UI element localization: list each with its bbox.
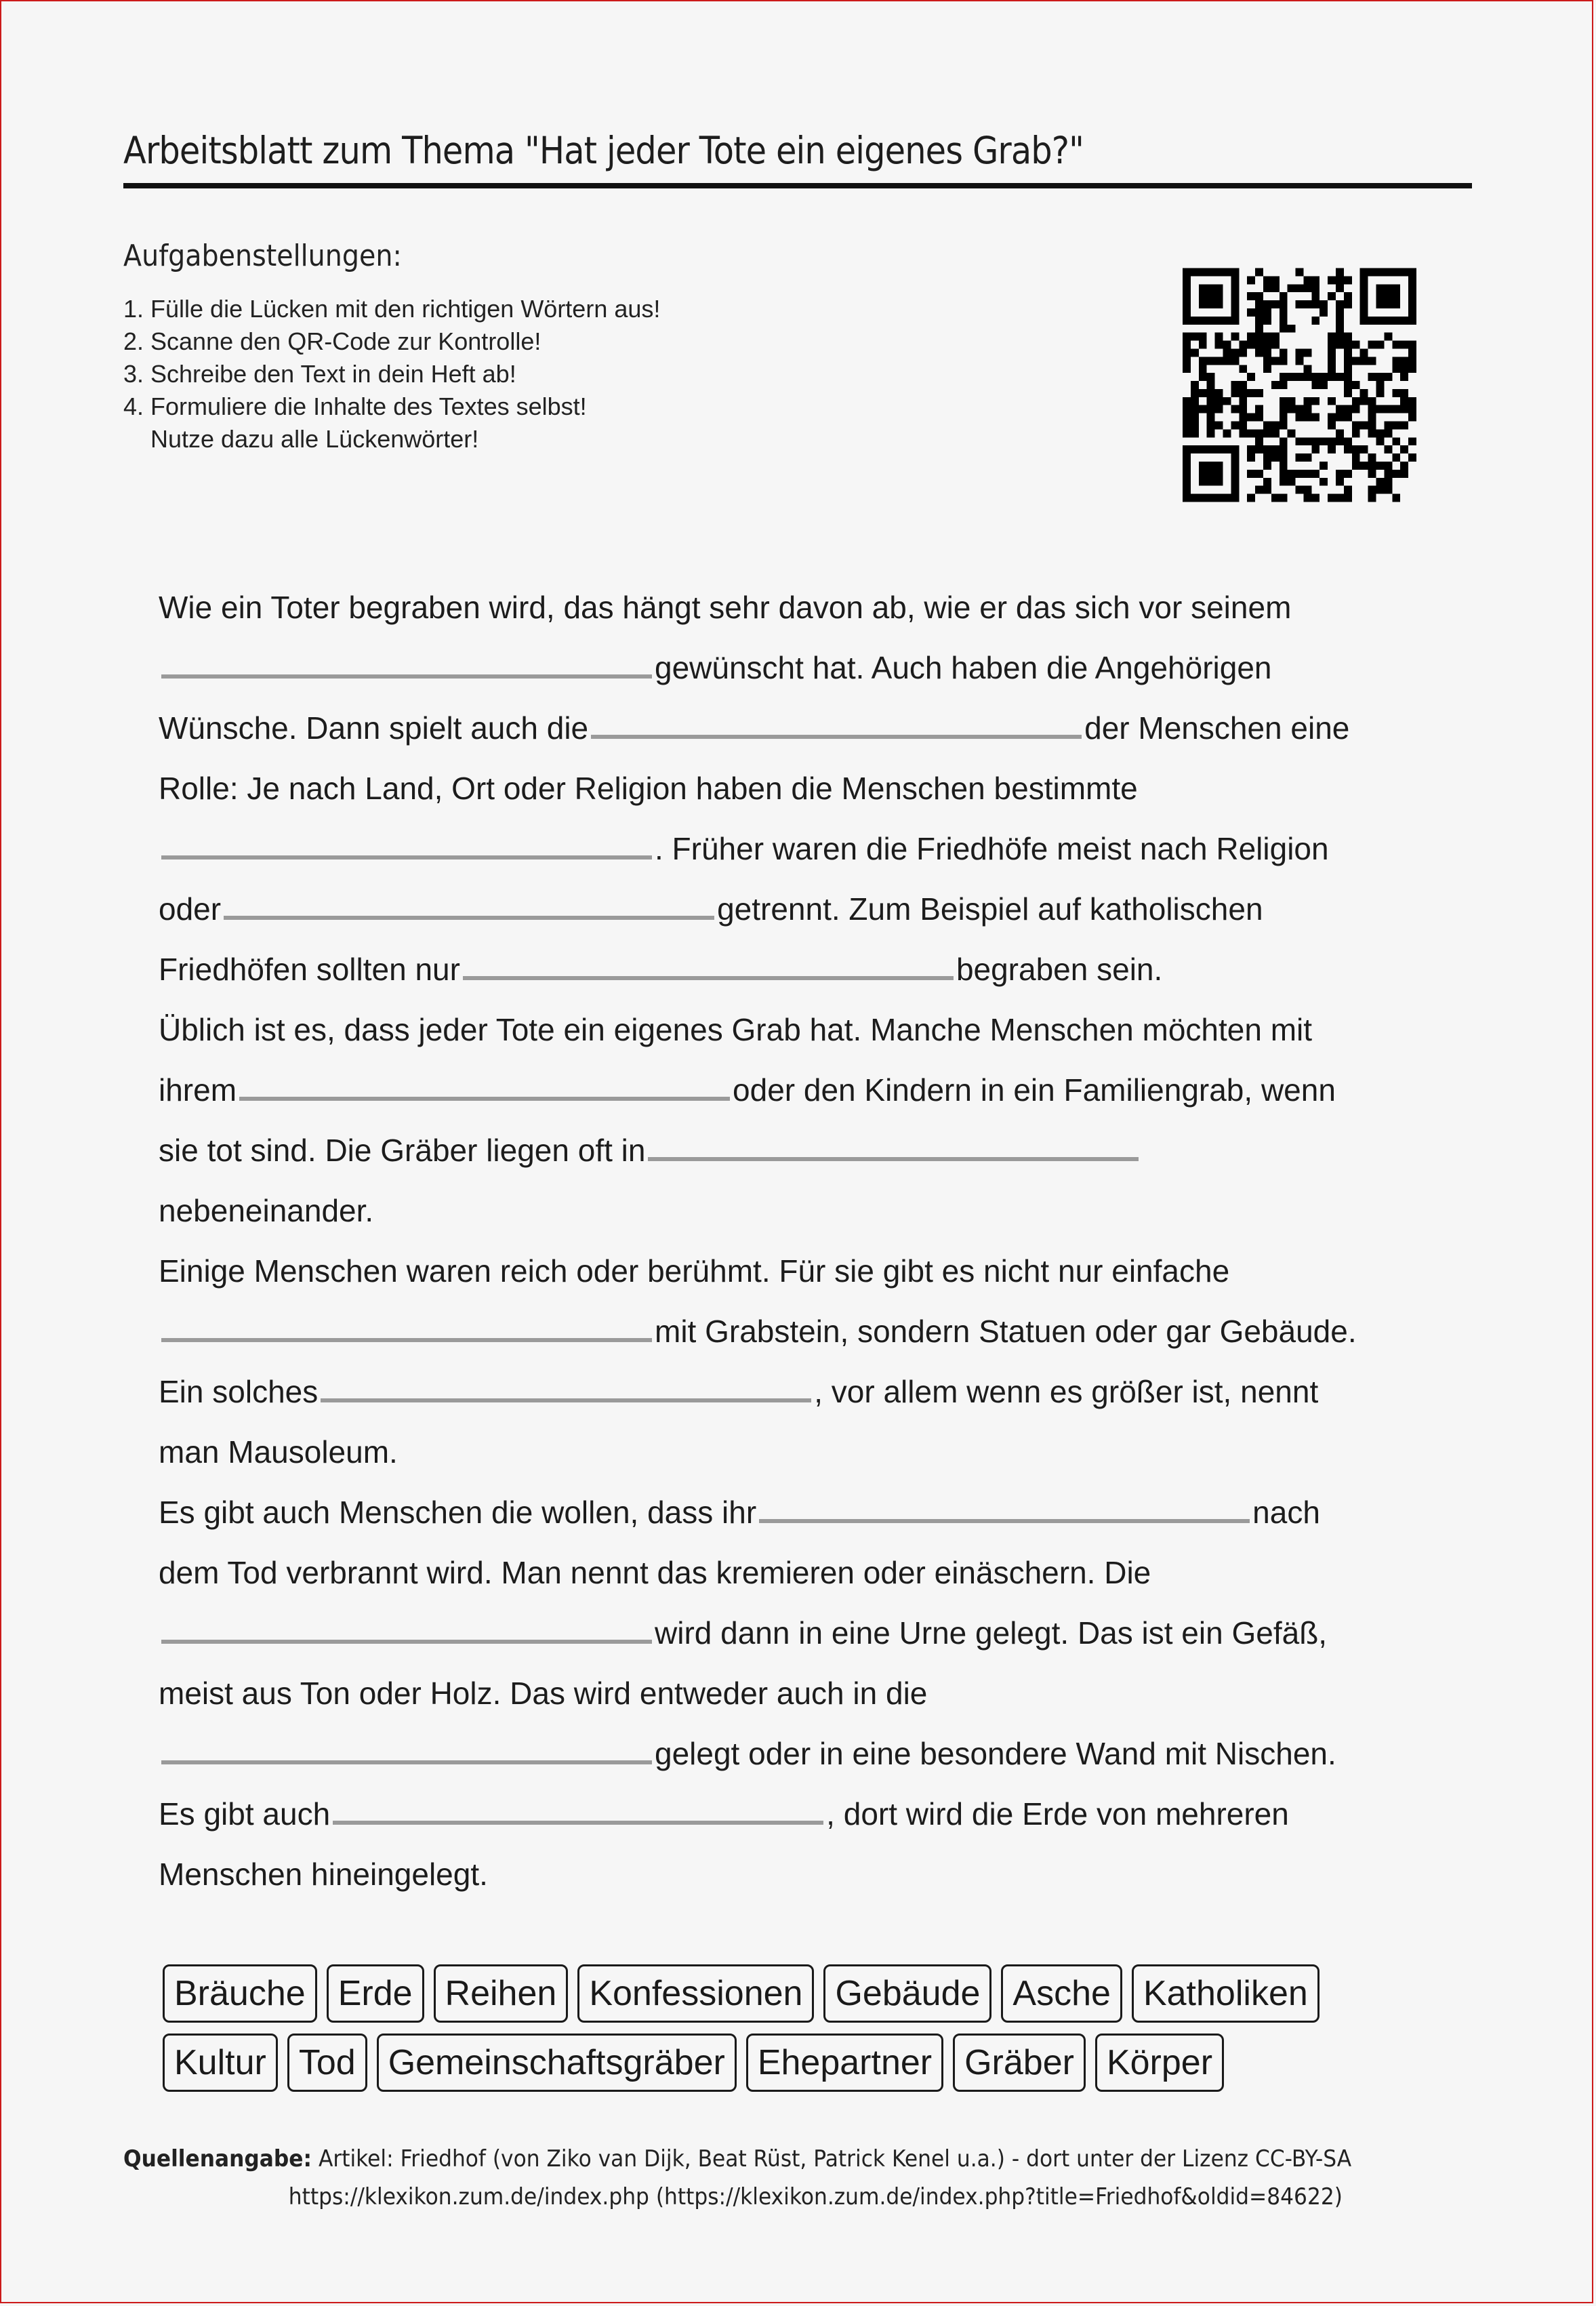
text-line — [159, 1784, 1487, 1844]
text-line — [159, 879, 1487, 939]
text-segment: Menschen hineingelegt. — [159, 1857, 488, 1892]
text-line — [159, 1181, 1487, 1241]
task-list — [123, 293, 660, 456]
task-item: 3. Schreibe den Text in dein Heft ab! — [123, 360, 516, 388]
text-segment: gewünscht hat. Auch haben die Angehörigen — [655, 650, 1272, 685]
blank-field[interactable] — [321, 1378, 811, 1402]
word-chip[interactable]: Körper — [1095, 2034, 1224, 2092]
word-chip[interactable]: Kultur — [163, 2034, 278, 2092]
blank-field[interactable] — [759, 1499, 1250, 1523]
blank-field[interactable] — [161, 835, 652, 859]
tasks-heading: Aufgabenstellungen: — [123, 239, 402, 273]
text-segment: nebeneinander. — [159, 1193, 374, 1228]
text-line — [159, 1000, 1487, 1060]
text-segment: wird dann in eine Urne gelegt. Das ist ein Gefäß, — [655, 1615, 1328, 1651]
text-line — [159, 1482, 1487, 1543]
text-segment: Einige Menschen waren reich oder berühmt. Für sie gibt es nicht nur einfache — [159, 1253, 1230, 1289]
blank-field[interactable] — [161, 1318, 652, 1342]
text-segment: , vor allem wenn es größer ist, nennt — [814, 1374, 1319, 1409]
text-segment: nach — [1252, 1495, 1320, 1530]
word-chip[interactable]: Asche — [1001, 1964, 1122, 2023]
blank-field[interactable] — [591, 714, 1082, 739]
text-line — [159, 698, 1487, 758]
text-segment: getrennt. Zum Beispiel auf katholischen — [717, 891, 1263, 927]
text-segment: Ein solches — [159, 1374, 319, 1409]
blank-field[interactable] — [161, 1740, 652, 1764]
source-url[interactable]: https://klexikon.zum.de/index.php (https://klexikon.zum.de/index.php?title=Friedhof&oldid=84622) — [288, 2183, 1343, 2210]
word-chip[interactable]: Tod — [287, 2034, 367, 2092]
word-chip[interactable]: Gräber — [953, 2034, 1086, 2092]
word-chip[interactable]: Bräuche — [163, 1964, 317, 2023]
word-bank-row — [163, 2034, 1450, 2103]
text-segment: , dort wird die Erde von mehreren — [826, 1796, 1289, 1832]
text-line — [159, 1362, 1487, 1422]
text-segment: Es gibt auch — [159, 1796, 331, 1832]
title-underline — [123, 183, 1472, 188]
text-segment: gelegt oder in eine besondere Wand mit Nischen. — [655, 1736, 1336, 1771]
text-line — [159, 1301, 1487, 1362]
text-line — [159, 1060, 1487, 1120]
text-line — [159, 1724, 1487, 1784]
word-chip[interactable]: Gemeinschaftsgräber — [377, 2034, 737, 2092]
source-label: Quellenangabe: — [123, 2145, 312, 2172]
task-item: 2. Scanne den QR-Code zur Kontrolle! — [123, 327, 541, 355]
source-text: Artikel: Friedhof (von Ziko van Dijk, Beat Rüst, Patrick Kenel u.a.) - dort unter der Lizenz CC-BY-SA — [311, 2145, 1352, 2172]
text-line — [159, 578, 1487, 638]
text-line — [159, 1543, 1487, 1603]
text-segment: sie tot sind. Die Gräber liegen oft in — [159, 1133, 646, 1168]
text-segment: Wie ein Toter begraben wird, das hängt sehr davon ab, wie er das sich vor seinem — [159, 590, 1292, 625]
blank-field[interactable] — [463, 956, 954, 980]
text-segment: Rolle: Je nach Land, Ort oder Religion haben die Menschen bestimmte — [159, 771, 1138, 806]
text-segment: begraben sein. — [956, 952, 1163, 987]
text-segment: Wünsche. Dann spielt auch die — [159, 710, 589, 746]
text-line — [159, 758, 1487, 819]
text-line — [159, 1241, 1487, 1301]
text-segment: Es gibt auch Menschen die wollen, dass ihr — [159, 1495, 757, 1530]
qr-code-icon — [1183, 266, 1416, 504]
task-item: 1. Fülle die Lücken mit den richtigen Wörtern aus! — [123, 295, 661, 323]
blank-field[interactable] — [333, 1800, 823, 1825]
source-attribution — [123, 2140, 1351, 2216]
text-segment: . Früher waren die Friedhöfe meist nach Religion — [655, 831, 1329, 866]
text-line — [159, 1844, 1487, 1905]
text-segment: man Mausoleum. — [159, 1434, 398, 1470]
word-chip[interactable]: Ehepartner — [746, 2034, 943, 2092]
word-chip[interactable]: Reihen — [434, 1964, 569, 2023]
word-chip[interactable]: Katholiken — [1132, 1964, 1319, 2023]
word-chip[interactable]: Gebäude — [823, 1964, 991, 2023]
text-segment: Friedhöfen sollten nur — [159, 952, 460, 987]
text-line — [159, 1603, 1487, 1663]
text-segment: der Menschen eine — [1084, 710, 1350, 746]
text-segment: meist aus Ton oder Holz. Das wird entweder auch in die — [159, 1676, 928, 1711]
text-segment: Üblich ist es, dass jeder Tote ein eigenes Grab hat. Manche Menschen möchten mit — [159, 1012, 1313, 1047]
text-line — [159, 638, 1487, 698]
text-segment: dem Tod verbrannt wird. Man nennt das kremieren oder einäschern. Die — [159, 1555, 1151, 1590]
blank-field[interactable] — [161, 654, 652, 679]
blank-field[interactable] — [239, 1076, 730, 1101]
cloze-text — [159, 578, 1487, 1905]
word-bank — [163, 1964, 1450, 2103]
blank-field[interactable] — [161, 1619, 652, 1644]
text-segment: mit Grabstein, sondern Statuen oder gar Gebäude. — [655, 1314, 1357, 1349]
blank-field[interactable] — [648, 1137, 1139, 1161]
text-segment: oder — [159, 891, 222, 927]
word-chip[interactable]: Erde — [327, 1964, 424, 2023]
text-line — [159, 1120, 1487, 1181]
text-line — [159, 1663, 1487, 1724]
text-line — [159, 939, 1487, 1000]
word-bank-row — [163, 1964, 1450, 2034]
page-title: Arbeitsblatt zum Thema "Hat jeder Tote ein eigenes Grab?" — [123, 129, 1084, 172]
text-line — [159, 819, 1487, 879]
word-chip[interactable]: Konfessionen — [577, 1964, 814, 2023]
text-line — [159, 1422, 1487, 1482]
task-item: Nutze dazu alle Lückenwörter! — [123, 425, 479, 453]
task-item: 4. Formuliere die Inhalte des Textes selbst! — [123, 392, 587, 420]
text-segment: ihrem — [159, 1072, 237, 1108]
text-segment: oder den Kindern in ein Familiengrab, wenn — [733, 1072, 1336, 1108]
blank-field[interactable] — [224, 895, 714, 920]
